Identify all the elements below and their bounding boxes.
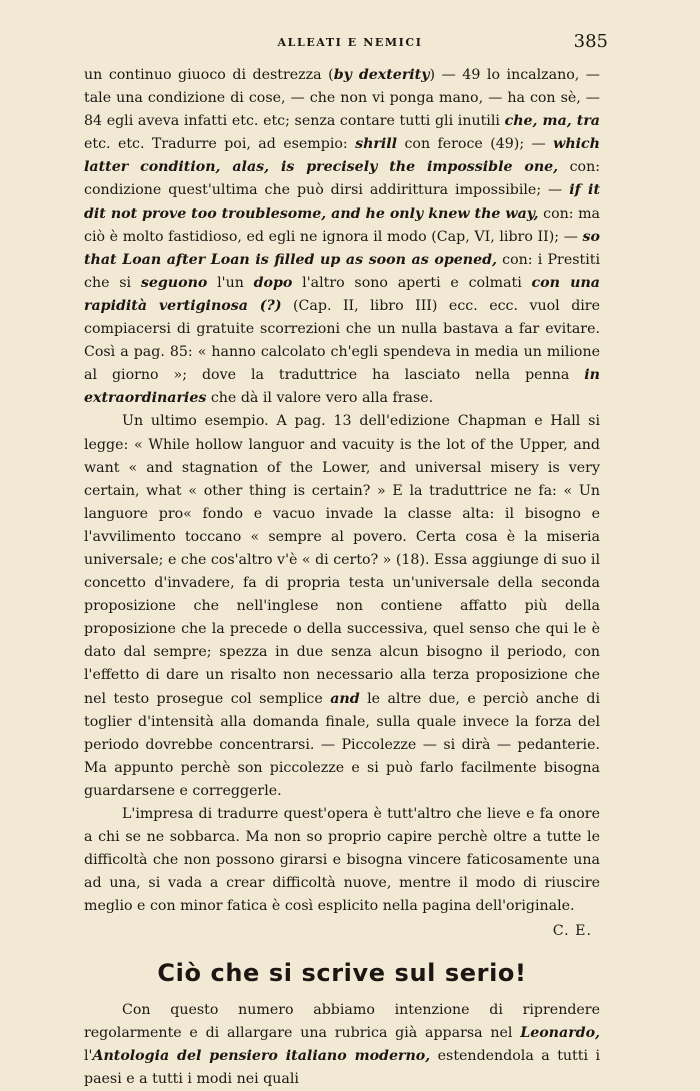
text-run: che dà il valore vero alla frase. xyxy=(206,390,434,407)
text-run: con: i Prestiti che si xyxy=(84,251,600,291)
running-title: ALLEATI E NEMICI xyxy=(277,36,423,49)
text-run: (Cap. II, libro III) ecc. ecc. vuol dire compiacersi di gratuite scorrezioni che un nulla bastava a far evitare. Così a pag. 85: « hanno calcolato ch'egli spendeva in media un milione al giorno »; dove la traduttrice ha lasciato nella penna xyxy=(84,297,600,384)
page-number: 385 xyxy=(573,31,608,52)
italic-phrase: and xyxy=(330,690,360,707)
text-run: con: condizione quest'ultima che può dirsi addirittura impossibile; — xyxy=(84,159,600,199)
running-head xyxy=(0,30,700,54)
text-run: L'impresa di tradurre quest'opera è tutt'altro che lieve e fa onore a chi se ne sobbarca. Ma non so proprio capire perchè oltre a tutte le difficoltà che non possono girarsi e bisogna vincere faticosamente una ad una, si vada a crear difficoltà nuove, mentre il modo di riuscire meglio e con minor fatica è così esplicito nella pagina dell'originale. xyxy=(84,806,600,915)
body-text xyxy=(84,64,600,1091)
section-title: Ciò che si scrive sul serio! xyxy=(157,958,527,987)
italic-phrase: seguono xyxy=(140,274,208,291)
italic-phrase: in extraordinaries xyxy=(84,367,600,407)
italic-phrase: Leonardo, xyxy=(520,1024,600,1041)
paragraph-3 xyxy=(84,803,600,918)
italic-phrase: che, ma, tra xyxy=(504,113,601,130)
paragraph-4 xyxy=(84,999,600,1091)
text-run: le altre due, e perciò anche di toglier d'intensità alla domanda finale, sulla quale invece la forza del periodo dovrebbe concentrarsi. — Piccolezze — si dirà — pedanterie. Ma appunto perchè son piccolezze e si può farlo facilmente bisogna guardarsene e correggerle. xyxy=(84,690,600,799)
italic-phrase: con una rapidità vertiginosa (?) xyxy=(84,274,600,314)
italic-phrase: dopo xyxy=(253,274,293,291)
italic-phrase: shrill xyxy=(355,136,398,153)
text-run: l' xyxy=(84,1047,93,1064)
text-run: ) — 49 lo incalzano, — tale una condizione di cose, — che non vi ponga mano, — ha con sè, — 84 egli aveva infatti etc. etc; senza contare tutti gli inutili xyxy=(84,67,600,130)
italic-phrase: so that Loan after Loan is filled up as soon as opened, xyxy=(84,228,600,268)
text-run: Un ultimo esempio. A pag. 13 dell'edizione Chapman e Hall si legge: « While hollow languor and vacuity is the lot of the Upper, and want « and stagnation of the Lower, and universal misery is very certain, what « other thing is certain? » E la traduttrice ne fa: « Un languore pro« fondo e vacuo invade la classe alta: il bisogno e l'avvilimento toccano « sempre al povero. Certa cosa è la miseria universale; e che cos'altro v'è « di certo? » (18). Essa aggiunge di suo il concetto d'invadere, fa di propria testa un'universale della seconda proposizione che nell'inglese non contiene affatto più della proposizione che la precede o della successiva, quel senso che qui le è dato dal sempre; spezza in due senza alcun bisogno il periodo, con l'effetto di dare un risalto non necessario alla terza proposizione che nel testo prosegue col semplice xyxy=(84,413,601,707)
text-run: l'altro sono aperti e colmati xyxy=(292,274,532,291)
italic-phrase: if it dit not prove too troublesome, and he only knew the way, xyxy=(84,182,600,222)
text-run: estendendola a tutti i paesi e a tutti i modi nei quali xyxy=(84,1047,600,1087)
text-run: l'un xyxy=(207,274,254,291)
italic-phrase: Antologia del pensiero italiano moderno, xyxy=(92,1047,431,1064)
italic-phrase: by dexterity xyxy=(333,67,430,83)
text-run: con: ma ciò è molto fastidioso, ed egli ne ignora il modo (Cap, VI, libro II); — xyxy=(84,205,600,245)
author-signature: C. E. xyxy=(552,923,592,940)
text-run: con feroce (49); — xyxy=(397,136,554,153)
paragraph-2 xyxy=(84,410,600,803)
text-run: etc. etc. Tradurre poi, ad esempio: xyxy=(84,136,356,153)
text-run: Con questo numero abbiamo intenzione di riprendere regolarmente e di allargare una rubrica già apparsa nel xyxy=(84,1001,600,1041)
italic-phrase: which latter condition, alas, is precisely the impossible one, xyxy=(84,136,600,176)
paragraph-1 xyxy=(84,64,600,410)
text-run: un continuo giuoco di destrezza ( xyxy=(84,67,334,83)
